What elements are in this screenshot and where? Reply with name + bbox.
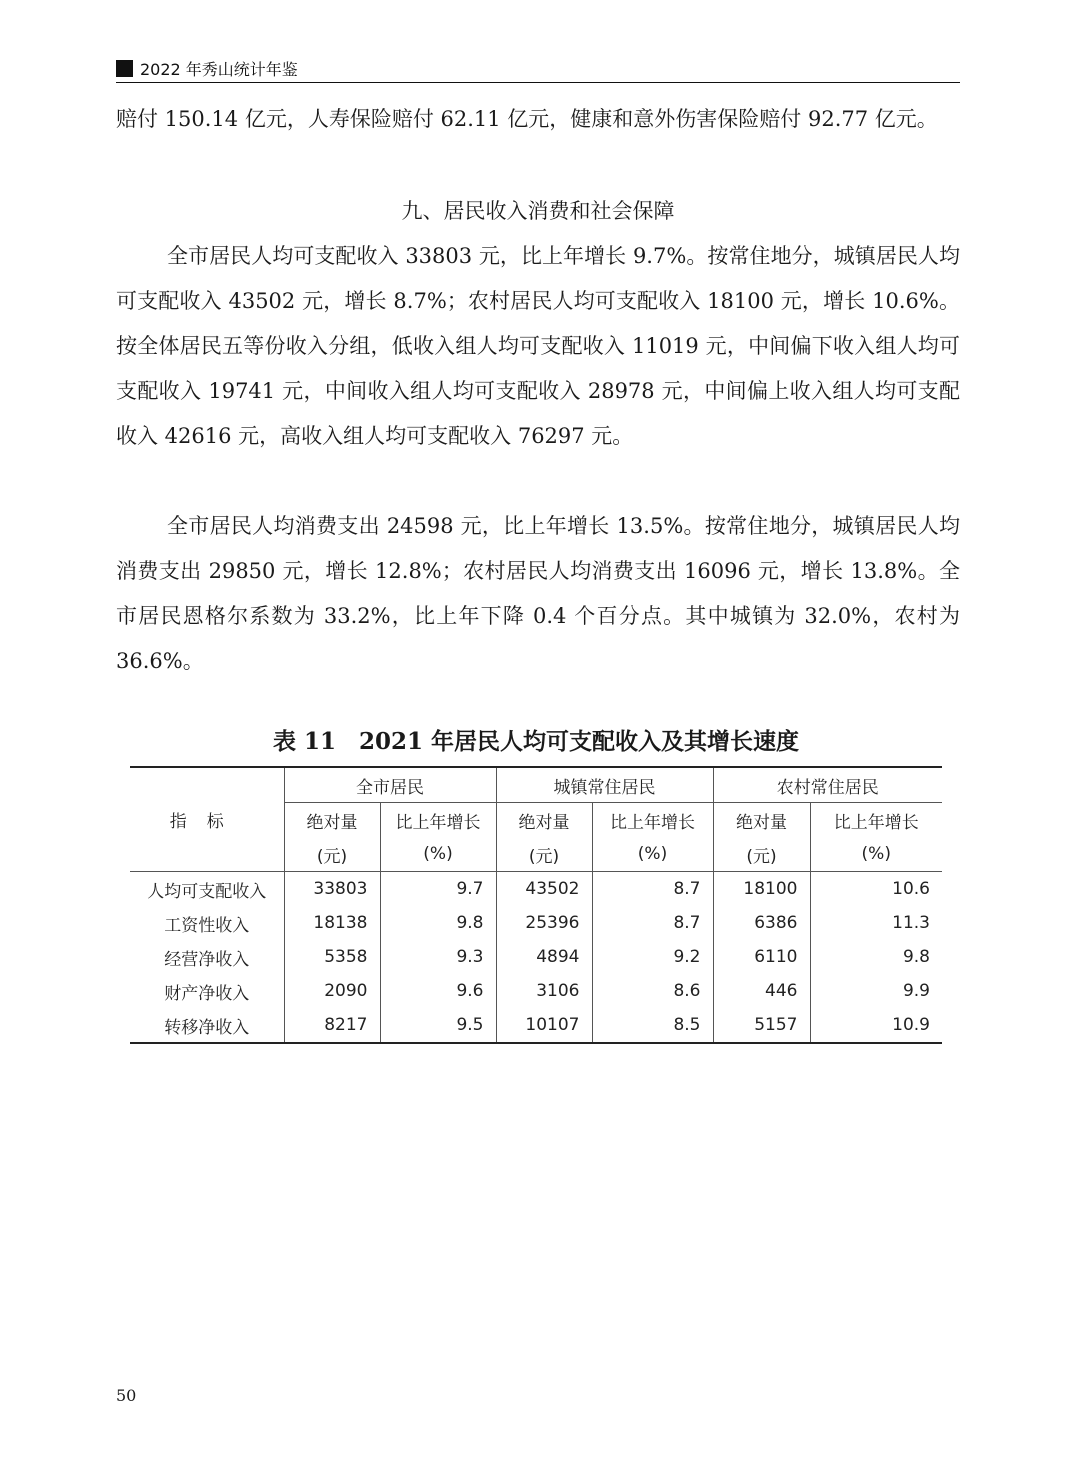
unit-yuan: (元) [284,837,380,872]
group-header-urban: 城镇常住居民 [496,767,713,803]
cell-value: 6110 [713,940,810,974]
cell-value: 446 [713,974,810,1008]
cell-value: 9.7 [380,872,496,907]
cell-value: 5358 [284,940,380,974]
paragraph-text: 全市居民人均消费支出 24598 元，比上年增长 13.5%。按常住地分，城镇居民人均消费支出 29850 元，增长 12.8%；农村居民人均消费支出 16096 元，增长 13.8%。全市居民恩格尔系数为 33.2%，比上年下降 0.4 个百分点。其中城镇为 32.0%，农村为 36.6%。 [116,514,960,673]
subheader-absolute: 绝对量 [284,803,380,838]
cell-value: 3106 [496,974,592,1008]
paragraph-continued [116,97,960,142]
table-row [130,906,942,940]
cell-value: 10.9 [810,1008,942,1043]
cell-value: 4894 [496,940,592,974]
paragraph-text: 全市居民人均可支配收入 33803 元，比上年增长 9.7%。按常住地分，城镇居民人均可支配收入 43502 元，增长 8.7%；农村居民人均可支配收入 18100 元，增长 10.6%。按全体居民五等份收入分组，低收入组人均可支配收入 11019 元，中间偏下收入组人均可支配收入 19741 元，中间收入组人均可支配收入 28978 元，中间偏上收入组人均可支配收入 42616 元，高收入组人均可支配收入 76297 元。 [116,244,960,448]
paragraph-text: 赔付 150.14 亿元，人寿保险赔付 62.11 亿元，健康和意外伤害保险赔付 92.77 亿元。 [116,107,938,131]
table-row [130,1008,942,1043]
row-label: 财产净收入 [164,983,250,1004]
table-row [130,872,942,907]
cell-value: 10107 [496,1008,592,1043]
section-title: 九、居民收入消费和社会保障 [401,199,675,223]
subheader-absolute: 绝对量 [496,803,592,838]
indicator-header: 指标 [130,767,284,872]
subheader-growth: 比上年增长 [380,803,496,838]
row-label: 工资性收入 [164,915,250,936]
cell-value: 8.7 [592,906,713,940]
cell-value: 6386 [713,906,810,940]
header-title: 2022 年秀山统计年鉴 [140,59,298,79]
cell-value: 9.8 [380,906,496,940]
unit-percent: (%) [592,837,713,872]
table-row [130,940,942,974]
group-header-rural: 农村常住居民 [713,767,942,803]
cell-value: 9.8 [810,940,942,974]
header-rule [116,82,960,83]
unit-percent: (%) [380,837,496,872]
page-number: 50 [116,1386,137,1405]
row-label: 转移净收入 [130,1008,284,1043]
row-label: 经营净收入 [164,949,250,970]
cell-value: 2090 [284,974,380,1008]
cell-value: 8217 [284,1008,380,1043]
group-header-all: 全市居民 [284,767,496,803]
cell-value: 8.5 [592,1008,713,1043]
cell-value: 8.7 [592,872,713,907]
cell-value: 9.3 [380,940,496,974]
cell-value: 9.5 [380,1008,496,1043]
subheader-growth: 比上年增长 [810,803,942,838]
cell-value: 18138 [284,906,380,940]
cell-value: 25396 [496,906,592,940]
paragraph-consumption [116,504,960,684]
cell-value: 9.6 [380,974,496,1008]
table-title: 表 11 2021 年居民人均可支配收入及其增长速度 [272,728,800,755]
running-header [116,56,298,80]
table-row [130,974,942,1008]
income-table [130,766,942,1044]
cell-value: 43502 [496,872,592,907]
row-label: 人均可支配收入 [147,881,267,902]
cell-value: 18100 [713,872,810,907]
table-header-row-groups [130,767,942,803]
unit-yuan: (元) [713,837,810,872]
subheader-absolute: 绝对量 [713,803,810,838]
cell-value: 11.3 [810,906,942,940]
paragraph-income [116,234,960,459]
cell-value: 9.9 [810,974,942,1008]
unit-percent: (%) [810,837,942,872]
header-square-marker [116,60,133,77]
cell-value: 10.6 [810,872,942,907]
cell-value: 5157 [713,1008,810,1043]
cell-value: 8.6 [592,974,713,1008]
cell-value: 9.2 [592,940,713,974]
unit-yuan: (元) [496,837,592,872]
cell-value: 33803 [284,872,380,907]
subheader-growth: 比上年增长 [592,803,713,838]
